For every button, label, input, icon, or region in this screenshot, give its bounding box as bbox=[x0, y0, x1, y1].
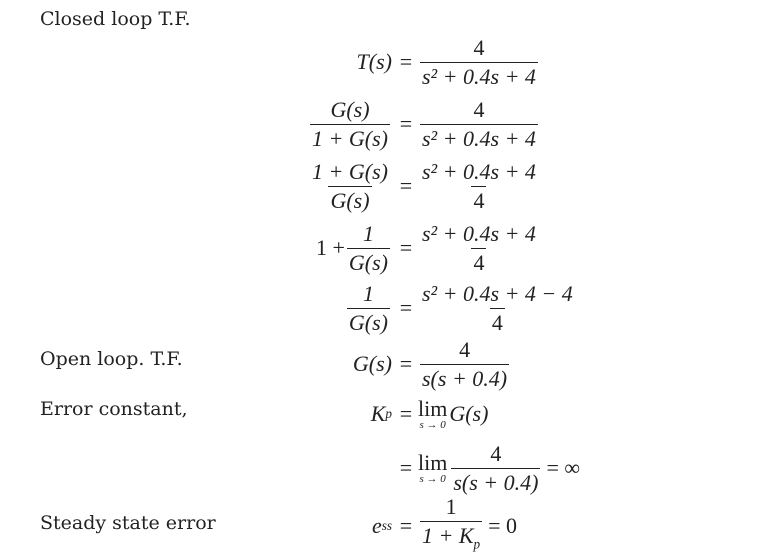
eq6-rhs-numerator: 4 bbox=[459, 336, 471, 362]
eq4-rhs-fraction bbox=[420, 221, 538, 276]
eq3-rhs-denominator: 4 bbox=[473, 187, 485, 213]
eq2-lhs-fraction bbox=[310, 97, 390, 152]
eq5-lhs-fraction bbox=[347, 281, 390, 336]
eq5-lhs-numerator: 1 bbox=[362, 280, 374, 306]
eq2-rhs-fraction bbox=[420, 97, 538, 152]
eq4-equals: = bbox=[399, 235, 413, 260]
eq6-equals: = bbox=[399, 351, 413, 376]
eq8-equals: = bbox=[399, 455, 413, 480]
equation-step-3 bbox=[0, 156, 760, 216]
eq9-rhs-fraction bbox=[420, 494, 482, 557]
eq4-rhs-denominator: 4 bbox=[473, 249, 485, 275]
eq5-equals: = bbox=[399, 295, 413, 320]
eq5-rhs-denominator: 4 bbox=[491, 309, 503, 335]
eq7-lhs: K bbox=[370, 401, 386, 426]
eq8-rhs-numerator: 4 bbox=[490, 440, 502, 466]
eq4-lhs-prefix: 1 + bbox=[315, 235, 345, 260]
eq4-lhs-numerator: 1 bbox=[362, 220, 374, 246]
eq9-rhs-denominator-subscript: p bbox=[473, 536, 481, 552]
label-steady-state-error: Steady state error bbox=[40, 512, 216, 534]
eq3-rhs-fraction bbox=[420, 159, 538, 214]
eq4-lhs-fraction bbox=[347, 221, 390, 276]
label-open-loop: Open loop. T.F. bbox=[40, 348, 183, 370]
eq2-lhs-denominator: 1 + G(s) bbox=[312, 125, 388, 151]
eq5-rhs-numerator: s² + 0.4s + 4 − 4 bbox=[422, 280, 573, 306]
eq7-equals: = bbox=[399, 401, 413, 426]
eq8-lim-subscript: s → 0 bbox=[419, 473, 446, 485]
eq3-lhs-fraction bbox=[310, 159, 390, 214]
equation-step-5 bbox=[0, 278, 760, 338]
eq3-lhs-denominator: G(s) bbox=[330, 187, 370, 213]
eq8-limit bbox=[418, 452, 447, 484]
eq8-lim-word: lim bbox=[418, 450, 448, 475]
eq9-lhs: e bbox=[371, 513, 382, 538]
label-error-constant: Error constant, bbox=[40, 398, 188, 420]
eq1-lhs: T(s) bbox=[356, 49, 392, 74]
eq8-rhs-fraction bbox=[451, 441, 540, 496]
equation-closed-loop-tf bbox=[0, 32, 760, 92]
eq8-result: = ∞ bbox=[546, 455, 581, 480]
eq8-rhs-denominator: s(s + 0.4) bbox=[453, 469, 539, 495]
eq9-rhs-numerator: 1 bbox=[445, 494, 457, 520]
eq7-lim-subscript: s → 0 bbox=[419, 419, 446, 431]
eq1-equals: = bbox=[399, 49, 413, 74]
eq9-result: = 0 bbox=[488, 513, 518, 538]
eq2-equals: = bbox=[399, 111, 413, 136]
eq4-rhs-numerator: s² + 0.4s + 4 bbox=[422, 220, 536, 246]
eq7-limit bbox=[418, 398, 447, 430]
eq7-rhs-expression: G(s) bbox=[449, 401, 489, 426]
eq3-lhs-numerator: 1 + G(s) bbox=[312, 158, 388, 184]
equation-steady-state-error bbox=[0, 496, 760, 556]
eq6-rhs-denominator: s(s + 0.4) bbox=[422, 365, 508, 391]
equation-error-constant-value bbox=[0, 438, 760, 498]
eq5-lhs-denominator: G(s) bbox=[348, 309, 388, 335]
eq9-equals: = bbox=[399, 513, 413, 538]
equation-step-2 bbox=[0, 94, 760, 154]
eq9-lhs-subscript: ss bbox=[381, 518, 392, 533]
equation-error-constant bbox=[0, 384, 760, 444]
eq1-rhs-numerator: 4 bbox=[473, 34, 485, 60]
eq2-rhs-denominator: s² + 0.4s + 4 bbox=[422, 125, 536, 151]
eq3-rhs-numerator: s² + 0.4s + 4 bbox=[422, 158, 536, 184]
eq7-lhs-subscript: p bbox=[385, 406, 392, 421]
equation-step-4 bbox=[0, 218, 760, 278]
eq5-rhs-fraction bbox=[420, 281, 575, 336]
eq9-rhs-denominator: 1 + K bbox=[422, 523, 474, 549]
eq2-lhs-numerator: G(s) bbox=[330, 96, 370, 122]
eq1-rhs-denominator: s² + 0.4s + 4 bbox=[422, 63, 536, 89]
eq2-rhs-numerator: 4 bbox=[473, 96, 485, 122]
label-closed-loop: Closed loop T.F. bbox=[40, 8, 191, 30]
eq1-rhs-fraction bbox=[420, 35, 538, 90]
eq6-lhs: G(s) bbox=[352, 351, 392, 376]
eq7-lim-word: lim bbox=[418, 396, 448, 421]
eq3-equals: = bbox=[399, 173, 413, 198]
eq4-lhs-denominator: G(s) bbox=[348, 249, 388, 275]
